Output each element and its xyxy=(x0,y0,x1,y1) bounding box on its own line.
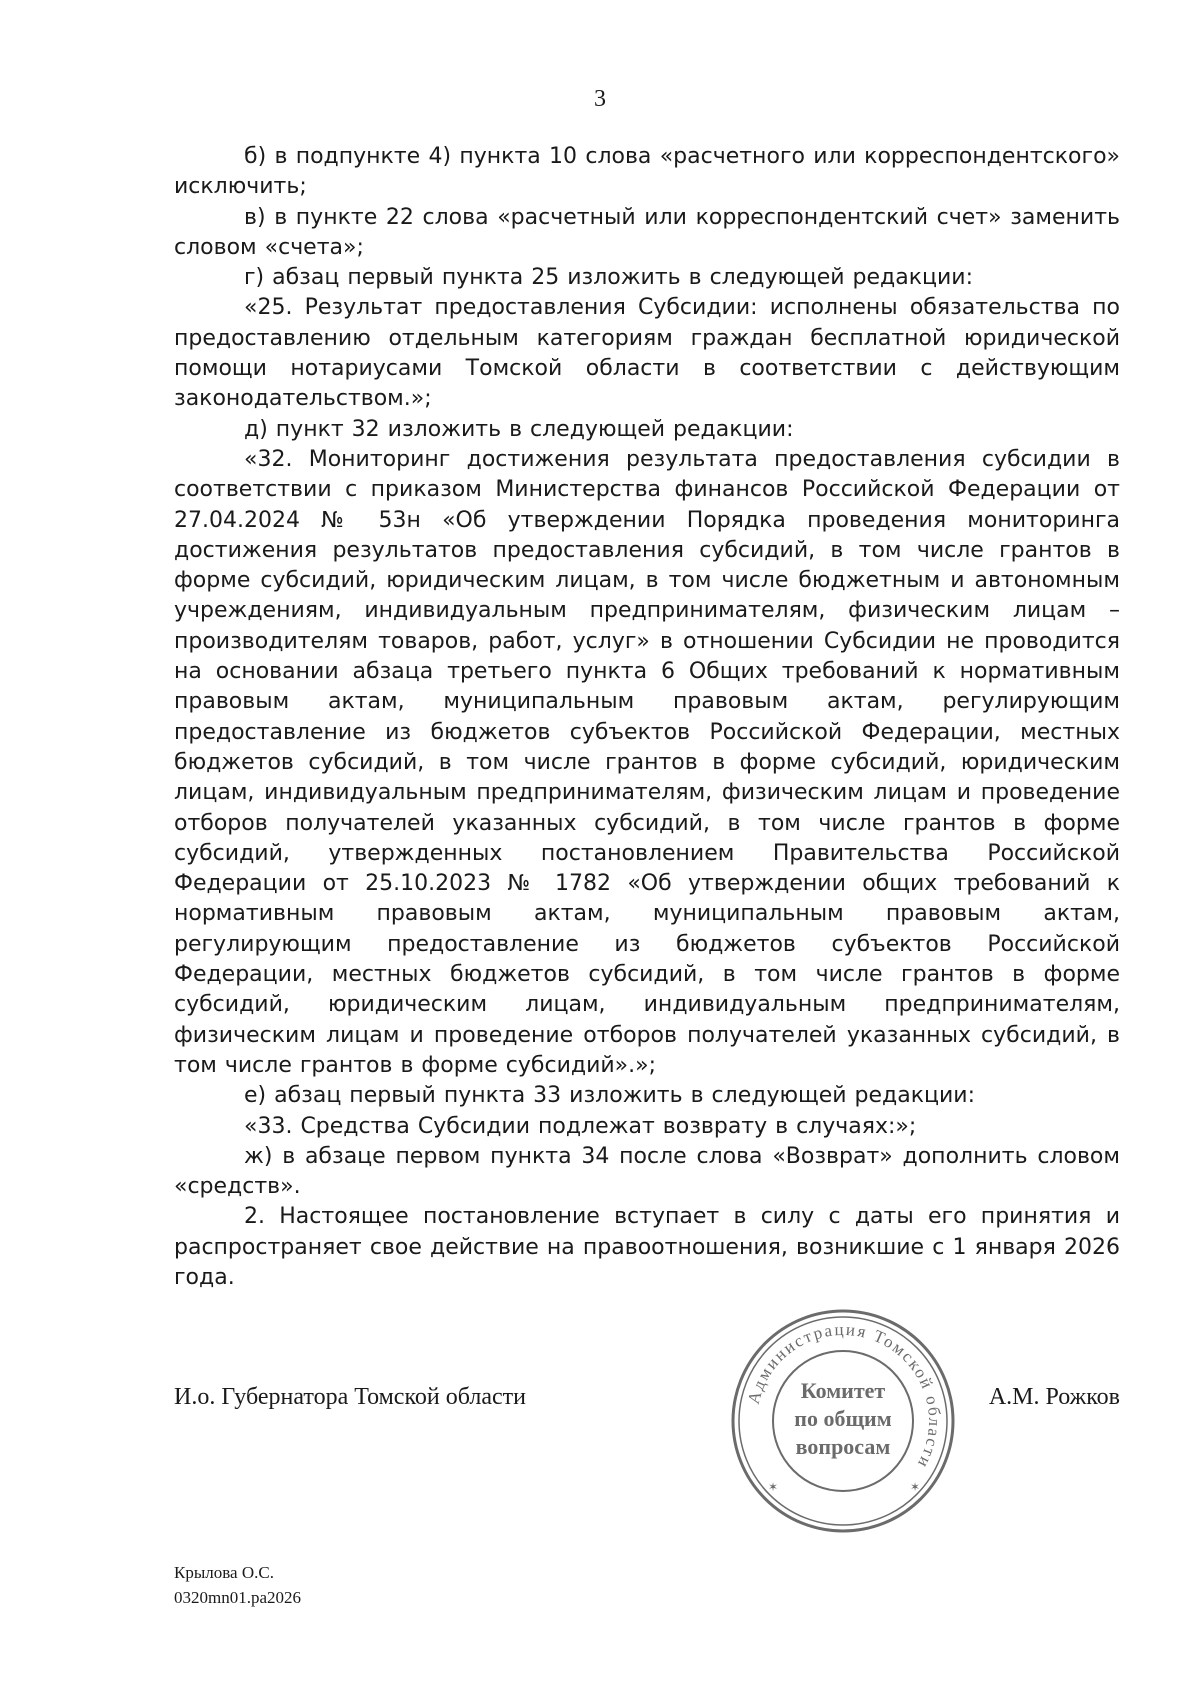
stamp-line-3: вопросам xyxy=(795,1434,891,1459)
paragraph-item-33: «33. Средства Субсидии подлежат возврату в случаях:»; xyxy=(244,1113,917,1139)
official-stamp xyxy=(728,1306,958,1536)
paragraph-zh: ж) в абзаце первом пункта 34 после слова «Возврат» дополнить словом «средств». xyxy=(174,1143,1120,1200)
document-body xyxy=(174,142,1120,1293)
stamp-star-icon: ✶ xyxy=(768,1480,779,1494)
stamp-line-2: по общим xyxy=(794,1406,892,1431)
paragraph-effective-date: 2. Настоящее постановление вступает в силу с даты его принятия и распространяет свое действие на правоотношения, возникшие с 1 января 2026 года. xyxy=(174,1204,1120,1290)
document-footer xyxy=(174,1560,301,1610)
stamp-star-icon: ✶ xyxy=(910,1480,921,1494)
paragraph-item-32: «32. Мониторинг достижения результата предоставления субсидии в соответствии с приказом Министерства финансов Российской Федерации от 27.04.2024 № 53н «Об утверждении Порядка проведения мониторинга достижения результатов предоставления субсидий, в том числе грантов в форме субсидий, юридическим лицам, в том числе бюджетным и автономным учреждениям, индивидуальным предпринимателям, физическим лицам – производителям товаров, работ, услуг» в отношении Субсидии не проводится на основании абзаца третьего пункта 6 Общих требований к нормативным правовым актам, муниципальным правовым актам, регулирующим предоставление из бюджетов субъектов Российской Федерации, местных бюджетов субсидий, в том числе грантов в форме субсидий, юридическим лицам, индивидуальным предпринимателям, физическим лицам и проведение отборов получателей указанных субсидий, в том числе грантов в форме субсидий, утвержденных постановлением Правительства Российской Федерации от 25.10.2023 № 1782 «Об утверждении общих требований к нормативным правовым актам, муниципальным правовым актам, регулирующим предоставление из бюджетов субъектов Российской Федерации, местных бюджетов субсидий, в том числе грантов в форме субсидий, юридическим лицам, индивидуальным предпринимателям, физическим лицам и проведение отборов получателей указанных субсидий, в том числе грантов в форме субсидий».»; xyxy=(174,446,1120,1078)
stamp-ring-text: Администрация Томской области xyxy=(743,1319,945,1473)
page-number: 3 xyxy=(594,86,606,112)
signatory-title: И.о. Губернатора Томской области xyxy=(174,1384,526,1410)
paragraph-v: в) в пункте 22 слова «расчетный или корреспондентский счет» заменить словом «счета»; xyxy=(174,204,1120,260)
paragraph-d: д) пункт 32 изложить в следующей редакции: xyxy=(244,416,794,442)
author-name: Крылова О.С. xyxy=(174,1563,274,1582)
stamp-line-1: Комитет xyxy=(800,1378,886,1403)
paragraph-g: г) абзац первый пункта 25 изложить в следующей редакции: xyxy=(244,265,974,291)
document-code: 0320mn01.pa2026 xyxy=(174,1588,302,1607)
signatory-name: А.М. Рожков xyxy=(988,1384,1120,1410)
paragraph-b: б) в подпункте 4) пункта 10 слова «расчетного или корреспондентского» исключить; xyxy=(174,144,1120,200)
paragraph-item-25: «25. Результат предоставления Субсидии: исполнены обязательства по предоставлению отдельным категориям граждан бесплатной юридической помощи нотариусами Томской области в соответствии с действующим законодательством.»; xyxy=(174,295,1120,412)
signature-block xyxy=(174,1384,1120,1424)
paragraph-e: е) абзац первый пункта 33 изложить в следующей редакции: xyxy=(244,1083,975,1109)
